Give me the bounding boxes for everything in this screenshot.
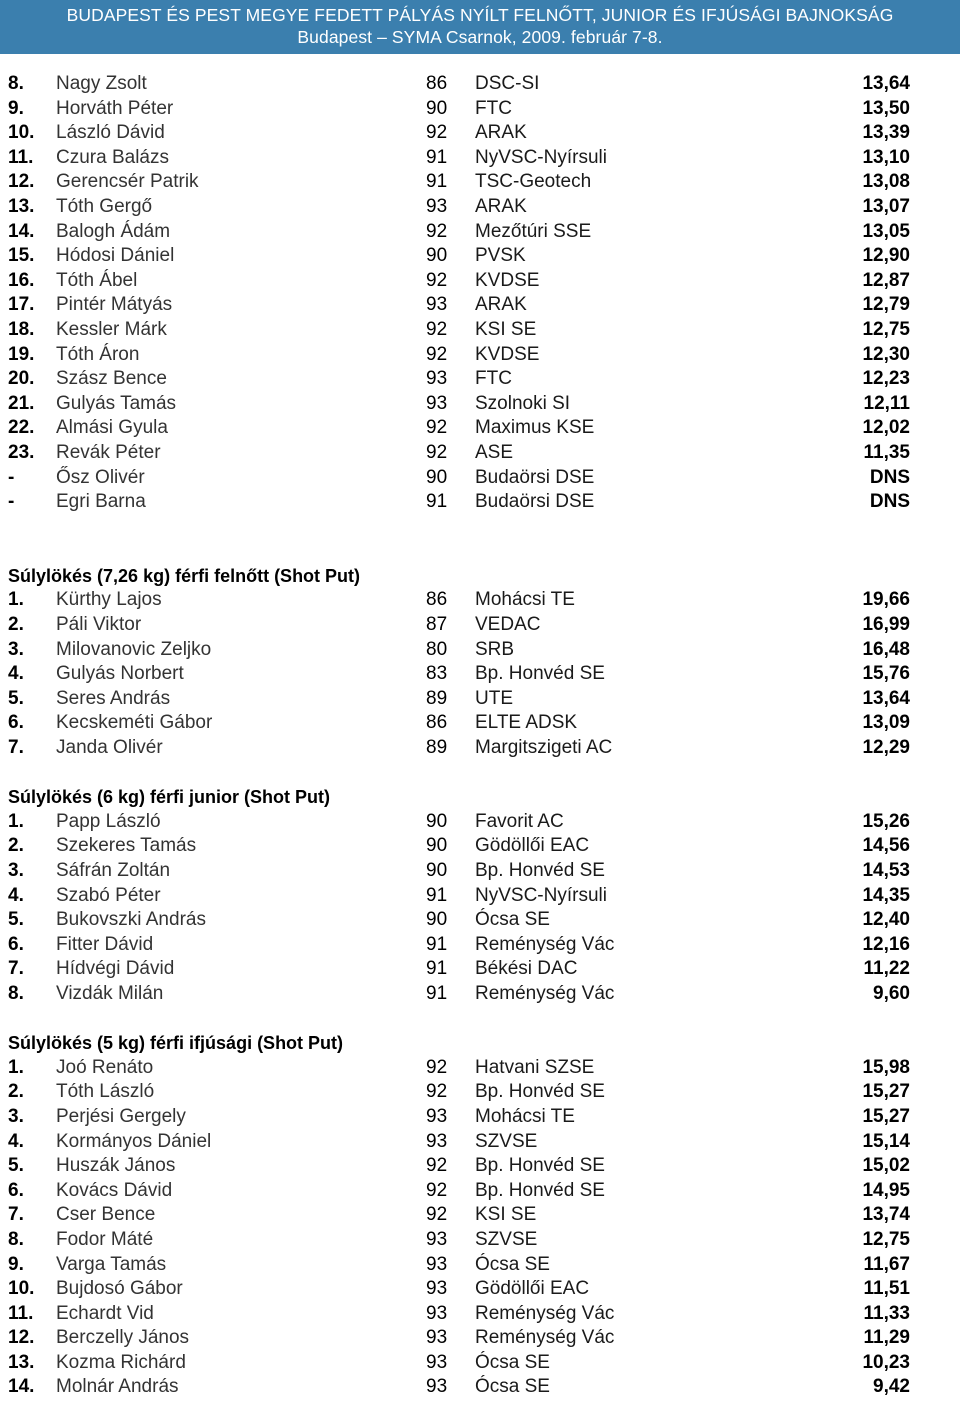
result-place: 3. [8, 1105, 24, 1127]
result-place: 2. [8, 614, 24, 636]
birth-year: 90 [426, 97, 448, 119]
result-place: 8. [8, 73, 24, 94]
result-row [0, 220, 960, 245]
club-name: Reménység Vác [475, 933, 615, 955]
result-value: DNS [869, 491, 910, 513]
club-name: ARAK [475, 195, 527, 217]
result-value: 12,11 [863, 392, 910, 414]
result-value: 13,09 [862, 712, 910, 734]
section-title: Súlylökés (7,26 kg) férfi felnőtt (Shot Put) [8, 565, 361, 586]
athlete-name: Vizdák Milán [56, 982, 164, 1004]
result-row [0, 1375, 960, 1400]
result-value: 14,95 [862, 1179, 910, 1201]
result-place: 12. [8, 1327, 35, 1349]
result-place: 2. [8, 1081, 24, 1103]
result-row [0, 933, 960, 958]
club-name: VEDAC [475, 614, 541, 636]
result-value: 11,22 [863, 958, 910, 980]
results-list [0, 72, 960, 1400]
result-row [0, 588, 960, 613]
club-name: Margitszigeti AC [475, 737, 613, 759]
birth-year: 86 [426, 589, 448, 611]
athlete-name: László Dávid [56, 122, 165, 144]
result-row [0, 957, 960, 982]
result-row [0, 269, 960, 294]
result-row [0, 170, 960, 195]
athlete-name: Almási Gyula [56, 417, 168, 439]
result-value: 13,08 [862, 171, 910, 193]
club-name: ELTE ADSK [475, 712, 578, 734]
club-name: ASE [475, 441, 514, 463]
result-value: 12,16 [862, 933, 910, 955]
result-value: 13,10 [862, 146, 910, 168]
result-value: 12,02 [862, 417, 910, 439]
athlete-name: Molnár András [56, 1376, 179, 1398]
result-value: 14,35 [862, 884, 910, 906]
result-place: 14. [8, 1376, 35, 1398]
result-row [0, 1351, 960, 1376]
result-place: 4. [8, 663, 24, 685]
result-place: 1. [8, 589, 24, 611]
result-row [0, 195, 960, 220]
athlete-name: Echardt Vid [56, 1302, 154, 1324]
athlete-name: Joó Renáto [56, 1056, 154, 1078]
birth-year: 93 [426, 1228, 448, 1250]
birth-year: 91 [426, 982, 448, 1004]
athlete-name: Kovács Dávid [56, 1179, 173, 1201]
athlete-name: Nagy Zsolt [56, 73, 147, 94]
result-row [0, 244, 960, 269]
section-title: Súlylökés (6 kg) férfi junior (Shot Put) [8, 787, 331, 808]
club-name: Maximus KSE [475, 417, 595, 439]
club-name: UTE [475, 687, 513, 709]
athlete-name: Kecskeméti Gábor [56, 712, 213, 734]
result-value: 11,29 [863, 1327, 910, 1349]
athlete-name: Kormányos Dániel [56, 1130, 212, 1152]
birth-year: 93 [426, 294, 448, 316]
club-name: Reménység Vác [475, 1327, 615, 1349]
athlete-name: Ősz Olivér [56, 466, 145, 488]
section-spacer [0, 761, 960, 786]
result-row [0, 687, 960, 712]
result-row [0, 1080, 960, 1105]
club-name: Bp. Honvéd SE [475, 663, 605, 685]
result-row [0, 367, 960, 392]
result-value: 12,30 [862, 343, 910, 365]
athlete-name: Balogh Ádám [56, 220, 171, 242]
result-row [0, 1105, 960, 1130]
result-row [0, 1228, 960, 1253]
result-row [0, 1326, 960, 1351]
result-value: 12,79 [862, 294, 910, 316]
result-place: 6. [8, 933, 24, 955]
result-row [0, 466, 960, 491]
result-row [0, 859, 960, 884]
result-place: 7. [8, 737, 24, 759]
athlete-name: Revák Péter [56, 441, 161, 463]
result-row [0, 1154, 960, 1179]
club-name: Bp. Honvéd SE [475, 1179, 605, 1201]
club-name: Bp. Honvéd SE [475, 1155, 605, 1177]
birth-year: 92 [426, 417, 448, 439]
athlete-name: Fodor Máté [56, 1228, 154, 1250]
club-name: Ócsa SE [475, 909, 550, 931]
result-row [0, 392, 960, 417]
section-spacer [0, 539, 960, 564]
club-name: Mohácsi TE [475, 1105, 575, 1127]
birth-year: 91 [426, 958, 448, 980]
club-name: ARAK [475, 122, 527, 144]
result-row [0, 441, 960, 466]
result-row [0, 1203, 960, 1228]
header-title: BUDAPEST ÉS PEST MEGYE FEDETT PÁLYÁS NYÍLT FELNŐTT, JUNIOR ÉS IFJÚSÁGI BAJNOKSÁG [66, 5, 894, 25]
athlete-name: Gulyás Tamás [56, 392, 177, 414]
birth-year: 92 [426, 269, 448, 291]
result-place: 6. [8, 1179, 24, 1201]
athlete-name: Sáfrán Zoltán [56, 860, 171, 881]
result-row [0, 834, 960, 859]
result-place: 4. [8, 1130, 24, 1152]
birth-year: 93 [426, 368, 448, 390]
club-name: Mohácsi TE [475, 589, 575, 611]
result-place: 3. [8, 860, 24, 881]
result-value: 14,53 [862, 860, 910, 881]
club-name: KVDSE [475, 269, 540, 291]
athlete-name: Tóth László [56, 1081, 155, 1103]
birth-year: 86 [426, 73, 448, 94]
result-row [0, 72, 960, 97]
result-value: 12,87 [862, 269, 910, 291]
birth-year: 91 [426, 146, 448, 168]
result-row [0, 736, 960, 761]
birth-year: 83 [426, 663, 448, 685]
result-place: 5. [8, 1155, 24, 1177]
result-row [0, 982, 960, 1007]
result-place: 12. [8, 171, 35, 193]
result-place: 8. [8, 1228, 24, 1250]
birth-year: 93 [426, 1105, 448, 1127]
result-place: 11. [8, 146, 34, 168]
club-name: Hatvani SZSE [475, 1056, 595, 1078]
result-value: 12,75 [862, 1228, 910, 1250]
athlete-name: Kozma Richárd [56, 1351, 186, 1373]
result-place: 15. [8, 245, 35, 267]
athlete-name: Egri Barna [56, 491, 146, 513]
club-name: Szolnoki SI [475, 392, 571, 414]
section-title: Súlylökés (5 kg) férfi ifjúsági (Shot Put) [8, 1033, 344, 1054]
club-name: SRB [475, 638, 515, 660]
result-value: 12,40 [862, 909, 910, 931]
result-place: 5. [8, 909, 24, 931]
athlete-name: Milovanovic Zeljko [56, 638, 212, 660]
birth-year: 86 [426, 712, 448, 734]
result-value: 15,27 [862, 1105, 910, 1127]
club-name: Bp. Honvéd SE [475, 1081, 605, 1103]
birth-year: 92 [426, 1179, 448, 1201]
athlete-name: Huszák János [56, 1155, 176, 1177]
result-row [0, 1277, 960, 1302]
birth-year: 92 [426, 122, 448, 144]
athlete-name: Bujdosó Gábor [56, 1278, 183, 1300]
result-row [0, 810, 960, 835]
birth-year: 80 [426, 638, 448, 660]
athlete-name: Szabó Péter [56, 884, 161, 906]
result-value: 9,60 [873, 982, 910, 1004]
result-row [0, 121, 960, 146]
result-place: 9. [8, 97, 24, 119]
birth-year: 93 [426, 1130, 448, 1152]
birth-year: 90 [426, 466, 448, 488]
result-place: 6. [8, 712, 24, 734]
birth-year: 92 [426, 318, 448, 340]
result-value: 11,67 [863, 1253, 910, 1275]
result-place: 22. [8, 417, 35, 439]
birth-year: 92 [426, 1081, 448, 1103]
club-name: TSC-Geotech [475, 171, 592, 193]
birth-year: 89 [426, 687, 448, 709]
result-row [0, 343, 960, 368]
result-value: 9,42 [873, 1376, 910, 1398]
club-name: SZVSE [475, 1130, 538, 1152]
result-place: 18. [8, 318, 35, 340]
result-value: 10,23 [862, 1351, 910, 1373]
athlete-name: Bukovszki András [56, 909, 206, 931]
result-value: 13,05 [862, 220, 910, 242]
club-name: PVSK [475, 245, 526, 267]
result-value: 15,76 [862, 663, 910, 685]
result-row [0, 318, 960, 343]
athlete-name: Perjési Gergely [56, 1105, 186, 1127]
club-name: KSI SE [475, 318, 537, 340]
birth-year: 93 [426, 1327, 448, 1349]
result-row [0, 490, 960, 515]
athlete-name: Varga Tamás [56, 1253, 167, 1275]
birth-year: 87 [426, 614, 448, 636]
result-value: 14,56 [862, 835, 910, 857]
club-name: SZVSE [475, 1228, 538, 1250]
header-subtitle: Budapest – SYMA Csarnok, 2009. február 7-8. [297, 27, 663, 47]
athlete-name: Papp László [56, 810, 161, 832]
result-place: 8. [8, 982, 24, 1004]
club-name: Reménység Vác [475, 1302, 615, 1324]
result-row [0, 1130, 960, 1155]
athlete-name: Kessler Márk [56, 318, 167, 340]
result-value: 15,27 [862, 1081, 910, 1103]
club-name: Mezőtúri SSE [475, 220, 592, 242]
birth-year: 90 [426, 245, 448, 267]
club-name: Reménység Vác [475, 982, 615, 1004]
club-name: Budaörsi DSE [475, 466, 595, 488]
result-value: 15,98 [862, 1056, 910, 1078]
athlete-name: Szász Bence [56, 368, 167, 390]
club-name: Budaörsi DSE [475, 491, 595, 513]
result-place: 11. [8, 1302, 34, 1324]
result-row [0, 884, 960, 909]
result-place: 14. [8, 220, 35, 242]
club-name: Gödöllői EAC [475, 1278, 590, 1300]
result-value: 11,51 [863, 1278, 910, 1300]
birth-year: 91 [426, 933, 448, 955]
result-row [0, 711, 960, 736]
result-place: 20. [8, 368, 35, 390]
birth-year: 90 [426, 860, 448, 881]
athlete-name: Hódosi Dániel [56, 245, 175, 267]
result-place: 4. [8, 884, 24, 906]
birth-year: 91 [426, 884, 448, 906]
result-row [0, 146, 960, 171]
result-place: 19. [8, 343, 35, 365]
result-row [0, 97, 960, 122]
club-name: DSC-SI [475, 73, 540, 94]
result-place: 7. [8, 958, 24, 980]
result-row [0, 662, 960, 687]
birth-year: 93 [426, 1351, 448, 1373]
result-row [0, 293, 960, 318]
club-name: Gödöllői EAC [475, 835, 590, 857]
club-name: Bp. Honvéd SE [475, 860, 605, 881]
result-place: 10. [8, 1278, 35, 1300]
birth-year: 93 [426, 392, 448, 414]
birth-year: 90 [426, 909, 448, 931]
athlete-name: Horváth Péter [56, 97, 174, 119]
athlete-name: Páli Viktor [56, 614, 142, 636]
athlete-name: Gulyás Norbert [56, 663, 184, 685]
athlete-name: Gerencsér Patrik [56, 171, 199, 193]
birth-year: 93 [426, 1302, 448, 1324]
athlete-name: Pintér Mátyás [56, 294, 173, 316]
birth-year: 90 [426, 810, 448, 832]
club-name: FTC [475, 97, 512, 119]
athlete-name: Tóth Áron [56, 343, 140, 365]
result-place: 5. [8, 687, 24, 709]
birth-year: 92 [426, 441, 448, 463]
birth-year: 92 [426, 1204, 448, 1226]
athlete-name: Janda Olivér [56, 737, 163, 759]
athlete-name: Tóth Ábel [56, 269, 138, 291]
club-name: Ócsa SE [475, 1351, 550, 1373]
athlete-name: Czura Balázs [56, 146, 169, 168]
result-value: 13,64 [862, 687, 910, 709]
result-place: 2. [8, 835, 24, 857]
birth-year: 92 [426, 1155, 448, 1177]
result-row [0, 638, 960, 663]
club-name: Favorit AC [475, 810, 564, 832]
result-value: 12,29 [862, 737, 910, 759]
birth-year: 91 [426, 491, 448, 513]
result-place: 1. [8, 1056, 24, 1078]
result-place: 16. [8, 269, 35, 291]
athlete-name: Tóth Gergő [56, 195, 153, 217]
athlete-name: Cser Bence [56, 1204, 156, 1226]
result-place: 7. [8, 1204, 24, 1226]
result-value: 13,39 [862, 122, 910, 144]
result-value: 15,26 [862, 810, 910, 832]
result-value: 11,35 [863, 441, 910, 463]
birth-year: 91 [426, 171, 448, 193]
result-row [0, 416, 960, 441]
result-value: 13,07 [862, 195, 910, 217]
athlete-name: Berczelly János [56, 1327, 190, 1349]
result-row [0, 908, 960, 933]
athlete-name: Seres András [56, 687, 171, 709]
result-value: 13,50 [862, 97, 910, 119]
birth-year: 92 [426, 1056, 448, 1078]
club-name: Ócsa SE [475, 1253, 550, 1275]
result-place: 21. [8, 392, 35, 414]
result-place: 13. [8, 195, 35, 217]
result-value: 13,64 [862, 73, 910, 94]
birth-year: 93 [426, 1376, 448, 1398]
result-value: 12,90 [862, 245, 910, 267]
birth-year: 89 [426, 737, 448, 759]
club-name: NyVSC-Nyírsuli [475, 884, 607, 906]
club-name: FTC [475, 368, 512, 390]
athlete-name: Szekeres Tamás [56, 835, 197, 857]
result-value: 13,74 [862, 1204, 910, 1226]
result-place: 9. [8, 1253, 24, 1275]
result-row [0, 613, 960, 638]
birth-year: 93 [426, 1253, 448, 1275]
result-place: 13. [8, 1351, 35, 1373]
club-name: NyVSC-Nyírsuli [475, 146, 607, 168]
result-place: 17. [8, 294, 35, 316]
athlete-name: Fitter Dávid [56, 933, 154, 955]
result-place: 1. [8, 810, 24, 832]
club-name: KSI SE [475, 1204, 537, 1226]
club-name: Békési DAC [475, 958, 578, 980]
birth-year: 92 [426, 220, 448, 242]
result-row [0, 1179, 960, 1204]
athlete-name: Kürthy Lajos [56, 589, 162, 611]
result-value: 15,14 [862, 1130, 910, 1152]
club-name: KVDSE [475, 343, 540, 365]
result-value: 15,02 [862, 1155, 910, 1177]
result-value: 12,75 [862, 318, 910, 340]
result-value: 16,99 [862, 614, 910, 636]
section-spacer [0, 515, 960, 540]
birth-year: 93 [426, 195, 448, 217]
result-place: 10. [8, 122, 35, 144]
page-header [0, 0, 960, 54]
result-place: 3. [8, 638, 24, 660]
result-place: - [8, 491, 15, 513]
birth-year: 92 [426, 343, 448, 365]
section-spacer [0, 1007, 960, 1032]
result-row [0, 1302, 960, 1327]
result-place: - [8, 466, 15, 488]
club-name: Ócsa SE [475, 1376, 550, 1398]
result-value: 12,23 [862, 368, 910, 390]
result-place: 23. [8, 441, 35, 463]
result-row [0, 1253, 960, 1278]
result-row [0, 1056, 960, 1081]
birth-year: 90 [426, 835, 448, 857]
result-value: DNS [869, 466, 910, 488]
result-value: 19,66 [862, 589, 910, 611]
result-value: 11,33 [863, 1302, 910, 1324]
athlete-name: Hídvégi Dávid [56, 958, 175, 980]
result-value: 16,48 [862, 638, 910, 660]
birth-year: 93 [426, 1278, 448, 1300]
club-name: ARAK [475, 294, 527, 316]
